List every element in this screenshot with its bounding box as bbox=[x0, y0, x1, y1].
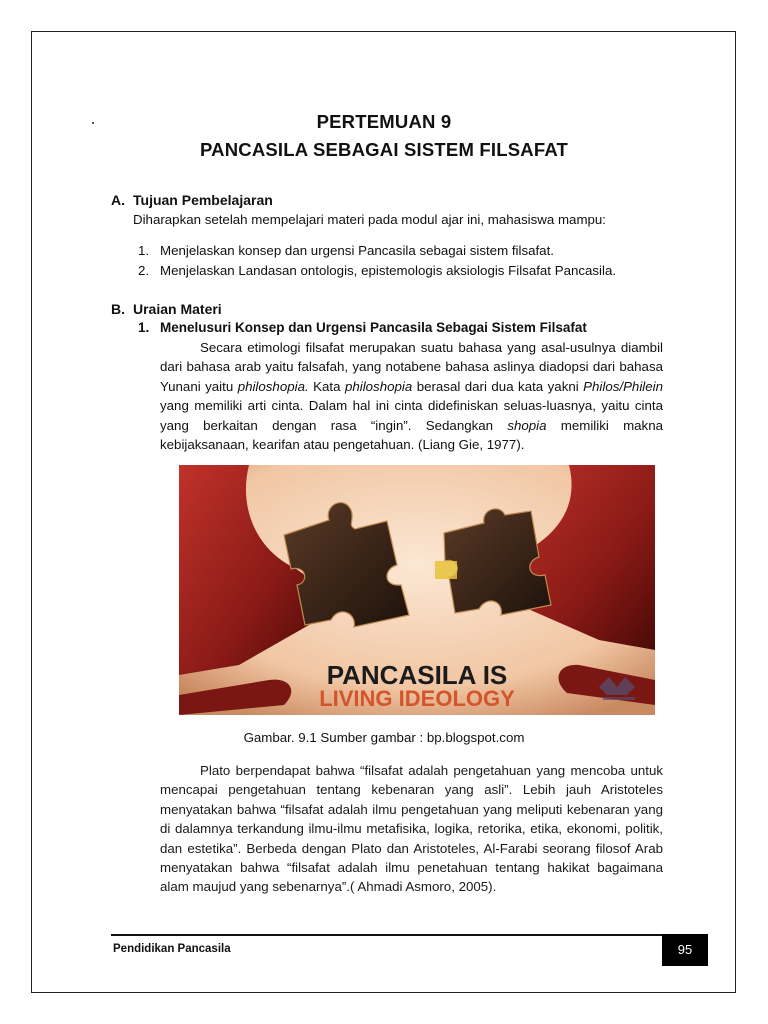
image-text-line2: LIVING IDEOLOGY bbox=[319, 686, 515, 711]
list-item-number: 2. bbox=[138, 262, 150, 278]
section-a-intro: Diharapkan setelah mempelajari materi pada modul ajar ini, mahasiswa mampu: bbox=[133, 212, 607, 227]
list-item bbox=[138, 241, 616, 261]
section-b-title: Uraian Materi bbox=[133, 301, 222, 317]
paragraph-philosophers bbox=[160, 761, 663, 897]
italic-term: philoshopia. bbox=[237, 378, 309, 394]
list-item-text: Menjelaskan konsep dan urgensi Pancasila sebagai sistem filsafat. bbox=[160, 243, 554, 258]
text-run: Kata bbox=[308, 378, 345, 394]
footer-divider bbox=[111, 934, 662, 936]
text-run: Secara etimologi filsafat merupakan suatu bahasa yang asal-usulnya diambil dari bahasa arab yaitu falsafah, yang notabene bahasa aslinya diadopsi dari bahasa Yunani yaitu bbox=[160, 340, 663, 394]
paragraph-etymology bbox=[160, 338, 663, 454]
puzzle-illustration bbox=[179, 465, 655, 715]
text-run: yang memiliki arti cinta. Dalam hal ini cinta didefiniskan seluas-luasnya, yaitu cinta yang berkaitan dengan rasa “ingin”. Sedangkan bbox=[160, 398, 663, 433]
page-title-line2: PANCASILA SEBAGAI SISTEM FILSAFAT bbox=[199, 139, 569, 160]
list-item-text: Menjelaskan Landasan ontologis, epistemologis aksiologis Filsafat Pancasila. bbox=[160, 262, 617, 278]
text-run: berasal dari dua kata yakni bbox=[412, 378, 584, 394]
section-a-heading bbox=[111, 192, 273, 208]
figure-caption: Gambar. 9.1 Sumber gambar : bp.blogspot.com bbox=[243, 730, 525, 745]
section-a-title: Tujuan Pembelajaran bbox=[133, 192, 273, 208]
page-number: 95 bbox=[662, 934, 708, 966]
italic-term: philoshopia bbox=[344, 378, 413, 394]
text-run: memiliki makna kebijaksanaan, kearifan atau pengetahuan. (Liang Gie, 1977). bbox=[160, 417, 663, 453]
list-item bbox=[138, 261, 616, 281]
image-text-line1: PANCASILA IS bbox=[326, 660, 508, 690]
page-title-line1: PERTEMUAN 9 bbox=[316, 111, 452, 132]
subsection-heading bbox=[138, 320, 587, 335]
objectives-list bbox=[138, 241, 616, 280]
section-a-letter: A. bbox=[111, 192, 125, 208]
section-b-letter: B. bbox=[111, 301, 125, 317]
italic-term: shopia bbox=[507, 417, 547, 433]
subsection-number: 1. bbox=[138, 320, 150, 335]
figure-puzzle-image bbox=[179, 465, 655, 715]
text-run: Plato berpendapat bahwa “filsafat adalah pengetahuan yang mencoba untuk mencapai pengetahuan tentang kebenaran yang asli”. Lebih jauh Aristoteles menyatakan bahwa “filsafat adalah ilmu pengetahuan yang meliputi kebenaran yang di dalamnya terkandung ilmu-ilmu metafisika, logika, retorika, etika, ekonomi, politik, dan estetika”. Berbeda dengan Plato dan Aristoteles, Al-Farabi seorang filosof Arab menyatakan bahwa “filsafat adalah ilmu penetahuan tentang hakikat bagaimana alam maujud yang sebenarnya”.( Ahmadi Asmoro, 2005). bbox=[160, 763, 663, 895]
italic-term: Philos/Philein bbox=[583, 378, 663, 394]
footer-course-title: Pendidikan Pancasila bbox=[113, 943, 231, 955]
section-b-heading bbox=[111, 301, 222, 317]
subsection-title: Menelusuri Konsep dan Urgensi Pancasila Sebagai Sistem Filsafat bbox=[160, 320, 587, 335]
list-item-number: 1. bbox=[138, 243, 150, 258]
